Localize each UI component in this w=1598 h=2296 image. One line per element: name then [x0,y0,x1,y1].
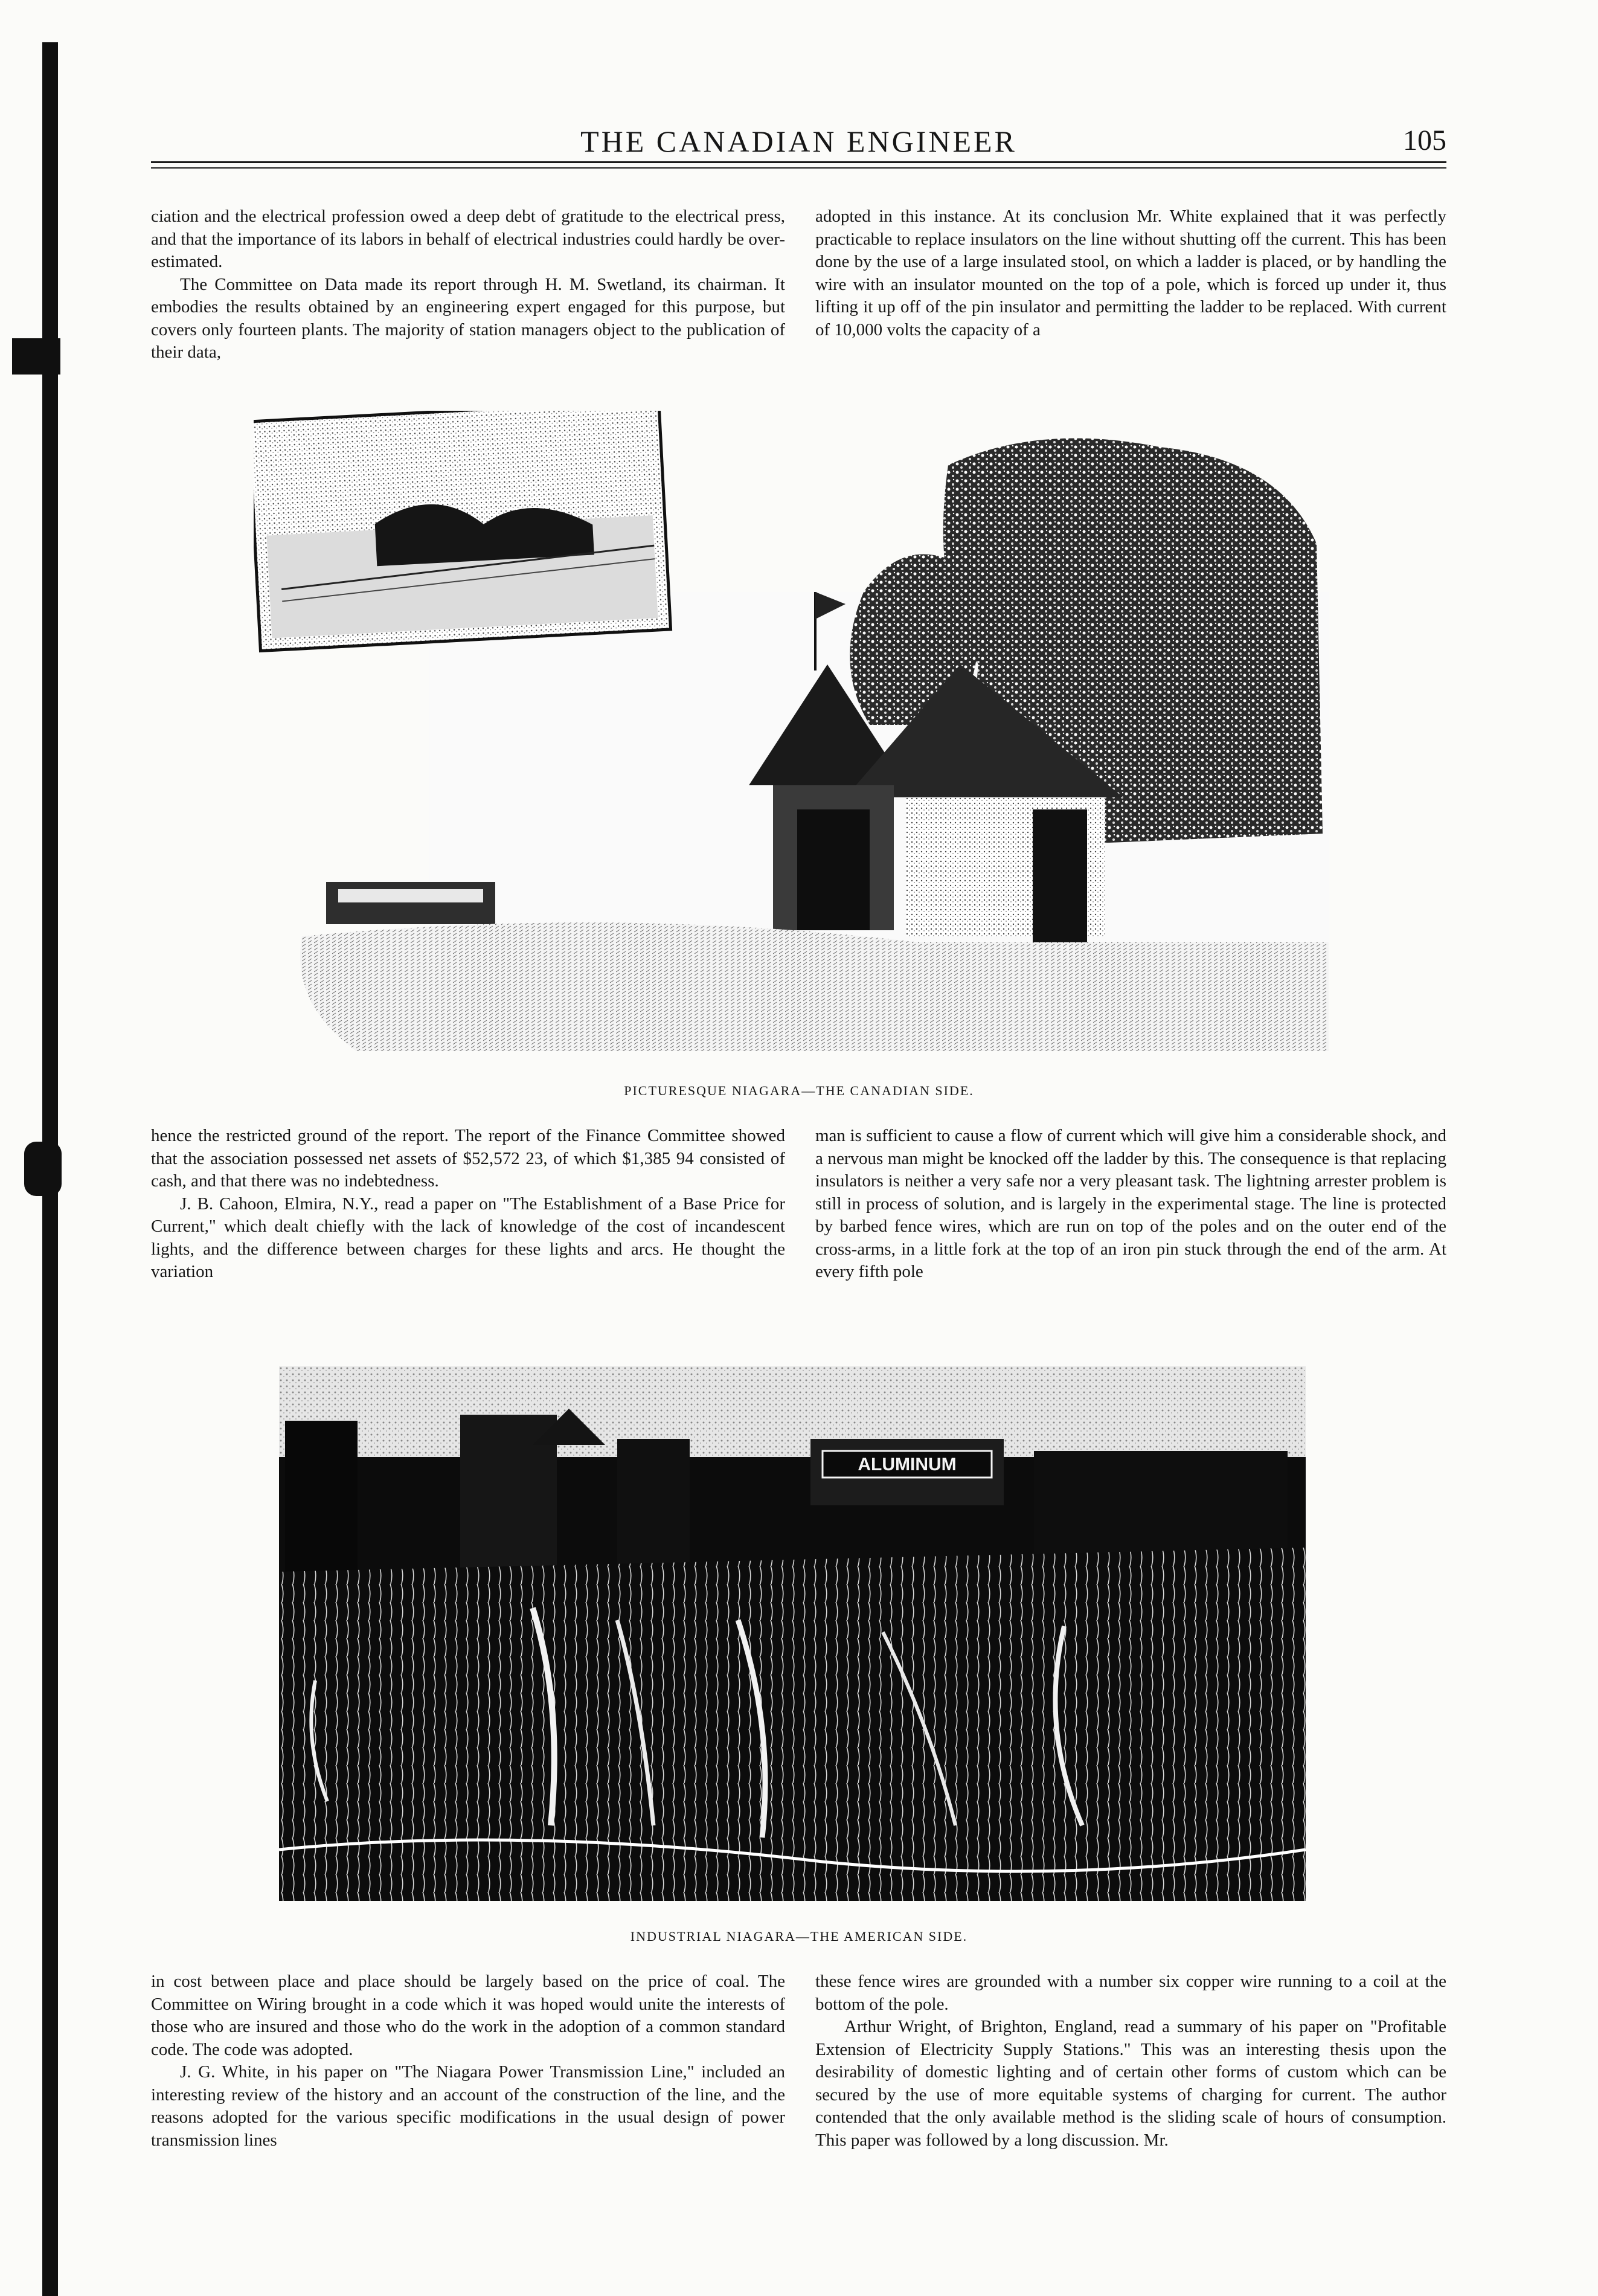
header-rule [151,161,1446,163]
paragraph: J. G. White, in his paper on "The Niagara Power Transmission Line," included an interesting review of the history and an account of the construction of the line, and the reasons adopted for the various specific modifications in the usual design of power transmission lines [151,2062,785,2150]
paragraph: J. B. Cahoon, Elmira, N.Y., read a paper on "The Establishment of a Base Price for Current," which dealt chiefly with the lack of knowledge of the cost of incandescent lights, and the difference between charges for these lights and arcs. He thought the variation [151,1194,785,1281]
aluminum-sign-text: ALUMINUM [858,1455,957,1474]
journal-title: THE CANADIAN ENGINEER [580,124,1017,158]
middle-left-column [151,1125,785,1284]
bottom-left-column [151,1970,785,2152]
middle-right-column [815,1125,1446,1284]
industrial-niagara-figure [279,1366,1306,1901]
page-number: 105 [1403,124,1446,156]
paragraph: The Committee on Data made its report through H. M. Swetland, its chairman. It embodies the results obtained by an engineering expert engaged for this purpose, but covers only fourteen plants. The majority of station managers object to the publication of their data, [151,274,785,362]
binding-notch [24,1142,62,1196]
canadian-side-illustration [254,411,1329,1051]
paragraph: Arthur Wright, of Brighton, England, read a summary of his paper on "Profitable Extension of Electricity Supply Stations." This was an interesting thesis upon the desirability of domestic lighting and of certain other forms of custom which can be secured by the use of more equitable systems of charging for current. The author contended that the only available method is the sliding scale of hours of consumption. This paper was followed by a long discussion. Mr. [815,2017,1446,2150]
page-header [151,124,1446,172]
paragraph: adopted in this instance. At its conclusion Mr. White explained that it was perfectly practicable to replace insulators on the line without shutting off the current. This has been done by the use of a large insulated stool, on which a ladder is placed, or by handling the wire with an insulator mounted on the top of a pole, which is forced up under it, thus lifting it up off of the pin insulator and permitting the ladder to be replaced. With current of 10,000 volts the capacity of a [815,207,1446,339]
figure1-caption: PICTURESQUE NIAGARA—THE CANADIAN SIDE. [624,1083,974,1098]
picturesque-niagara-figure [254,411,1329,1051]
figure2-caption: INDUSTRIAL NIAGARA—THE AMERICAN SIDE. [630,1929,968,1944]
paragraph: hence the restricted ground of the report. The report of the Finance Committee showed that the association possessed net assets of $52,572 23, of which $1,385 94 consisted of cash, and that there was no indebtedness. [151,1126,785,1191]
binding-notch [12,338,60,375]
paragraph: man is sufficient to cause a flow of current which will give him a considerable shock, and a nervous man might be knocked off the ladder by this. The consequence is that replacing insulators is neither a very safe nor a very pleasant task. The lightning arrester problem is still in process of solution, and is largely in the experimental stage. The line is protected by barbed fence wires, which are run on top of the poles and on the outer end of the cross-arms, in a little fork at the top of an iron pin stuck through the end of the arm. At every fifth pole [815,1126,1446,1281]
paragraph: in cost between place and place should be largely based on the price of coal. The Committee on Wiring brought in a code which it was hoped would unite the interests of those who are insured and those who do the work in the adoption of a common standard code. The code was adopted. [151,1972,785,2059]
header-rule [151,167,1446,169]
top-right-column [815,205,1446,341]
paragraph: ciation and the electrical profession owed a deep debt of gratitude to the electrical press, and that the importance of its labors in behalf of electrical industries could hardly be over-estimated. [151,207,785,271]
paragraph: these fence wires are grounded with a number six copper wire running to a coil at the bottom of the pole. [815,1972,1446,2014]
american-side-illustration [279,1366,1306,1901]
bottom-right-column [815,1970,1446,2152]
top-left-column [151,205,785,364]
